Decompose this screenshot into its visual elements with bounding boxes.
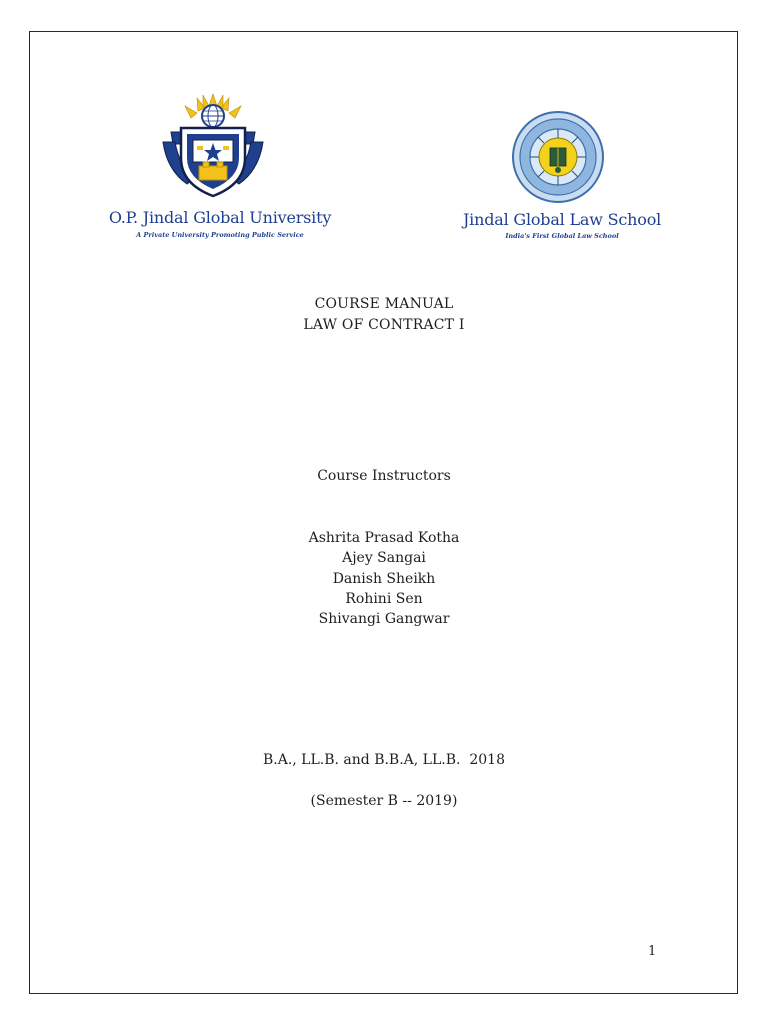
instructor-name: Ashrita Prasad Kotha — [308, 530, 460, 546]
instructor-name: Danish Sheikh — [332, 571, 436, 587]
programme-line: B.A., LL.B. and B.B.A, LL.B. 2018 — [262, 752, 505, 768]
course-title: LAW OF CONTRACT I — [303, 317, 465, 333]
instructors-heading: Course Instructors — [317, 468, 451, 484]
jgls-seal-emblem — [511, 110, 605, 204]
semester-line: (Semester B -- 2019) — [310, 793, 458, 809]
jgu-crest-emblem — [157, 92, 269, 198]
instructor-name: Shivangi Gangwar — [318, 611, 450, 627]
jgls-logo — [462, 110, 662, 250]
instructor-name: Rohini Sen — [345, 591, 423, 607]
jgls-name: Jindal Global Law School — [462, 210, 662, 229]
jgls-tagline: India's First Global Law School — [505, 232, 619, 240]
jgu-tagline: A Private University Promoting Public Service — [136, 231, 304, 239]
page-number: 1 — [648, 944, 657, 959]
jgu-name: O.P. Jindal Global University — [108, 208, 332, 227]
instructor-name: Ajey Sangai — [342, 550, 426, 566]
jgu-logo — [100, 92, 340, 252]
manual-title: COURSE MANUAL — [314, 296, 454, 312]
